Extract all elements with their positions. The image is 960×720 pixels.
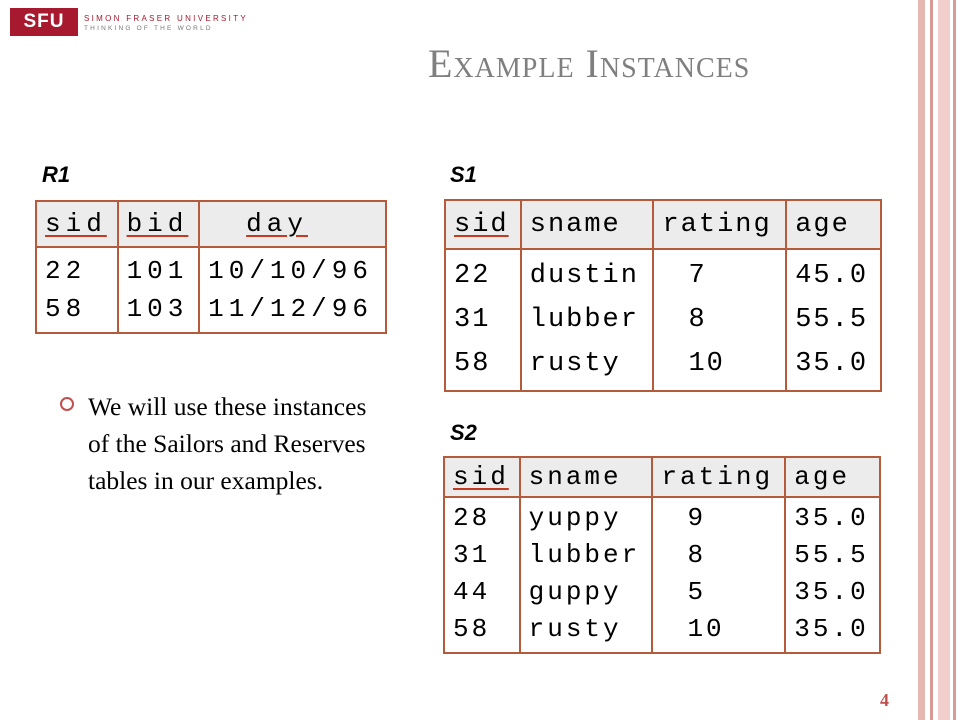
s2-label: S2 [450, 420, 477, 445]
cell-value: 101 [126, 256, 189, 286]
column-header [36, 201, 118, 247]
column-header [118, 201, 200, 247]
table-cell [520, 497, 653, 653]
table-cell [785, 497, 880, 653]
decor-stripe [938, 0, 950, 720]
sfu-logo: SFU [10, 8, 78, 36]
decor-stripe [930, 0, 933, 720]
bullet-item [60, 388, 370, 499]
table-cell [199, 247, 386, 333]
r1-table [35, 200, 387, 334]
cell-value: 103 [126, 294, 189, 324]
bullet-circle-icon [60, 397, 74, 411]
table-cell [444, 497, 520, 653]
key-column-label: sid [453, 462, 509, 492]
cell-value: guppy [528, 577, 622, 607]
cell-value: 35.0 [794, 503, 869, 533]
cell-value: 31 [454, 305, 491, 335]
key-column-label: bid [126, 209, 189, 239]
cell-value: 58 [454, 349, 491, 379]
cell-value: 11/12/96 [208, 294, 373, 324]
cell-value: 8 [687, 540, 707, 570]
table-cell [653, 249, 786, 391]
cell-value: 55.5 [794, 540, 869, 570]
university-name: SIMON FRASER UNIVERSITY [84, 14, 249, 23]
column-header [444, 457, 520, 497]
cell-value: 45.0 [795, 261, 869, 291]
cell-value: 35.0 [794, 614, 869, 644]
table-row [36, 247, 386, 333]
decor-stripe [918, 0, 925, 720]
cell-value: 28 [453, 503, 491, 533]
cell-value: lubber [528, 540, 641, 570]
cell-value: 35.0 [794, 577, 869, 607]
table-row [445, 249, 881, 391]
table-cell [521, 249, 654, 391]
cell-value: 55.5 [795, 305, 869, 335]
cell-value: 22 [454, 261, 491, 291]
column-header: age [786, 200, 881, 249]
table-cell [786, 249, 881, 391]
slide-title: Example Instances [428, 41, 751, 86]
cell-value: 35.0 [795, 349, 869, 379]
cell-value: 31 [453, 540, 491, 570]
table-header-row [445, 200, 881, 249]
cell-value: 10 [687, 614, 725, 644]
cell-value: yuppy [528, 503, 622, 533]
r1-label: R1 [42, 162, 71, 187]
bullet-text: We will use these instances of the Sailors and Reserves tables in our examples. [88, 392, 367, 495]
s1-label: S1 [450, 162, 477, 187]
table-header-row [36, 201, 386, 247]
cell-value: 10/10/96 [208, 256, 373, 286]
column-header: rating [652, 457, 785, 497]
cell-value: 58 [453, 614, 491, 644]
cell-value: 22 [45, 256, 87, 286]
university-tagline: THINKING OF THE WORLD [84, 25, 213, 32]
cell-value: lubber [529, 305, 639, 335]
table-cell [445, 249, 521, 391]
cell-value: 58 [45, 294, 87, 324]
key-column-label: sid [454, 209, 509, 240]
key-column-label: day [246, 209, 308, 239]
table-row [444, 497, 880, 653]
cell-value: 5 [687, 577, 707, 607]
column-header [445, 200, 521, 249]
cell-value: 7 [688, 261, 707, 291]
cell-value: rusty [528, 614, 622, 644]
decor-stripe [953, 0, 956, 720]
cell-value: 10 [688, 349, 725, 379]
s2-table [443, 456, 881, 654]
column-header: age [785, 457, 880, 497]
cell-value: rusty [529, 349, 621, 379]
s1-table [444, 199, 882, 392]
cell-value: 44 [453, 577, 491, 607]
column-header [199, 201, 386, 247]
table-cell [36, 247, 118, 333]
table-cell [118, 247, 200, 333]
cell-value: 8 [688, 305, 707, 335]
column-header: sname [520, 457, 653, 497]
column-header: sname [521, 200, 654, 249]
table-header-row [444, 457, 880, 497]
cell-value: dustin [529, 261, 639, 291]
page-number: 4 [880, 690, 889, 710]
cell-value: 9 [687, 503, 707, 533]
column-header: rating [653, 200, 786, 249]
table-cell [652, 497, 785, 653]
key-column-label: sid [45, 209, 107, 239]
